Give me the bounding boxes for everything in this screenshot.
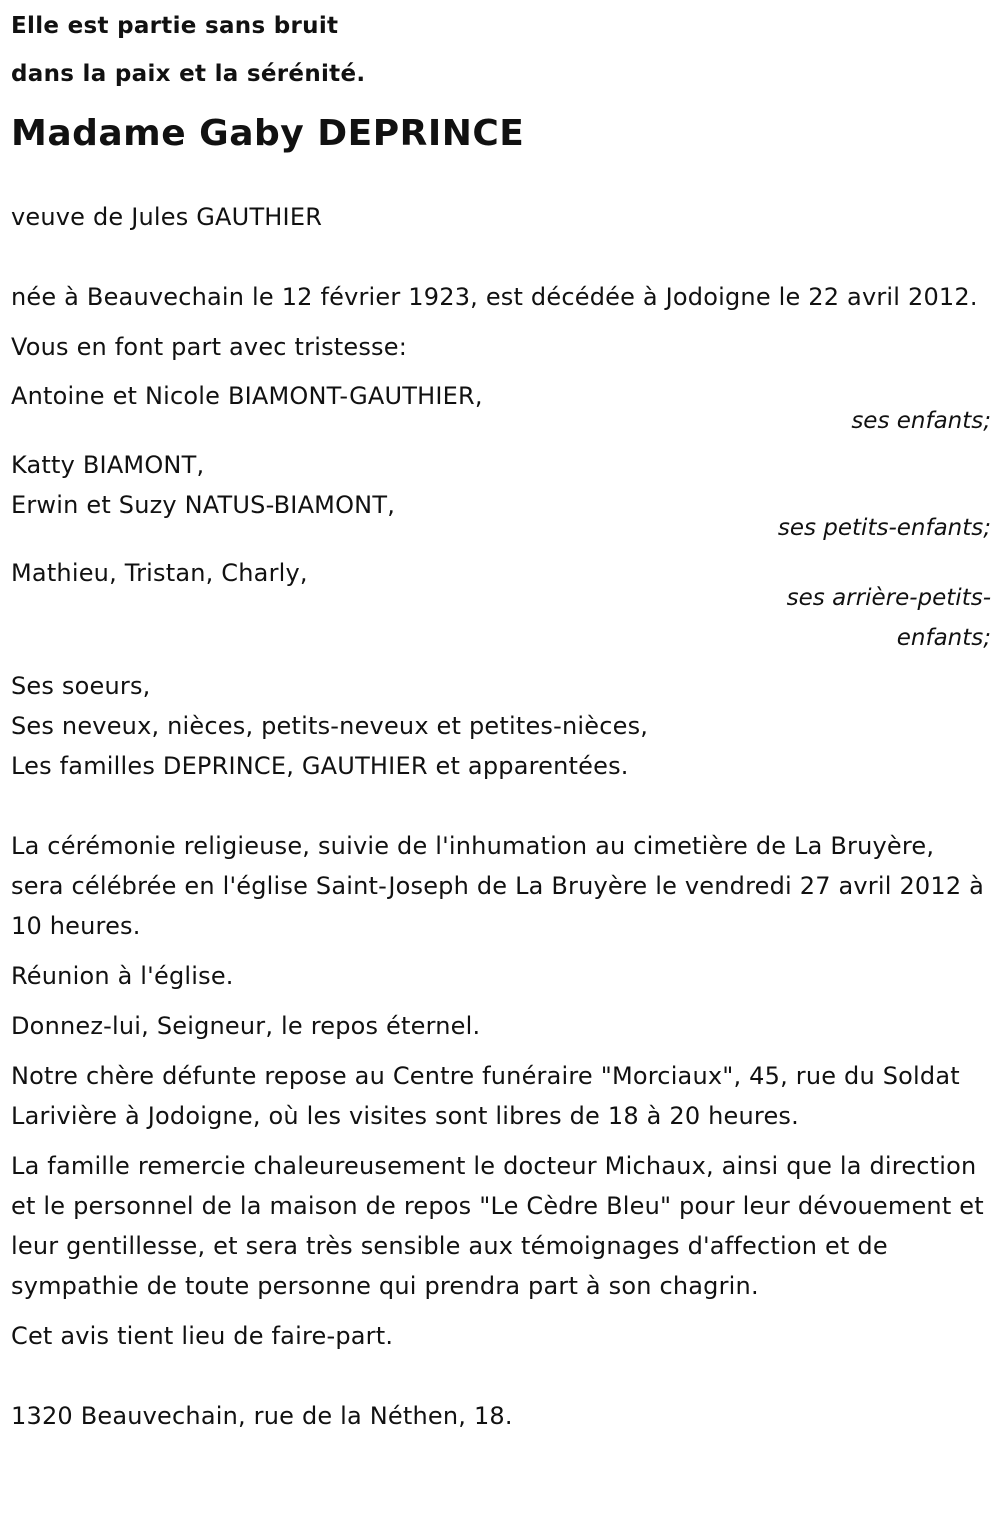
meeting-info: Réunion à l'église. [11, 962, 234, 990]
family-block [11, 666, 991, 786]
notice-statement: Cet avis tient lieu de faire-part. [11, 1322, 394, 1350]
epigraph-line-2: dans la paix et la sérénité. [11, 61, 366, 87]
children-role: ses enfants; [851, 408, 991, 434]
grandchildren-block [11, 445, 991, 548]
grandchildren-line-1: Katty BIAMONT, [11, 451, 205, 479]
family-line-2: Ses neveux, nièces, petits-neveux et petites-nièces, [11, 712, 649, 740]
epigraph-line-1: Elle est partie sans bruit [11, 13, 339, 39]
birth-death: née à Beauvechain le 12 février 1923, est décédée à Jodoigne le 22 avril 2012. [11, 283, 978, 311]
great-grandchildren-role-line-2: enfants; [896, 625, 991, 651]
epigraph [11, 2, 991, 98]
ceremony-details: La cérémonie religieuse, suivie de l'inhumation au cimetière de La Bruyère, sera célébrée en l'église Saint-Joseph de La Bruyère le vendredi 27 avril 2012 à 10 heures. [11, 832, 985, 940]
announcement-intro: Vous en font part avec tristesse: [11, 333, 408, 361]
family-line-1: Ses soeurs, [11, 672, 151, 700]
grandchildren-line-2: Erwin et Suzy NATUS-BIAMONT, [11, 491, 396, 519]
great-grandchildren-block [11, 554, 991, 658]
deceased-name: Madame Gaby DEPRINCE [11, 113, 525, 154]
children-block [11, 377, 991, 441]
family-address: 1320 Beauvechain, rue de la Néthen, 18. [11, 1402, 513, 1430]
great-grandchildren-role-line-1: ses arrière-petits- [786, 585, 991, 611]
prayer: Donnez-lui, Seigneur, le repos éternel. [11, 1012, 481, 1040]
thanks-message: La famille remercie chaleureusement le docteur Michaux, ainsi que la direction et le personnel de la maison de repos "Le Cèdre Bleu" pour leur dévouement et leur gentillesse, et sera très sensible aux témoignages d'affection et de sympathie de toute personne qui prendra part à son chagrin. [11, 1152, 984, 1300]
great-grandchildren-names: Mathieu, Tristan, Charly, [11, 559, 308, 587]
children-names: Antoine et Nicole BIAMONT-GAUTHIER, [11, 382, 483, 410]
widow-of: veuve de Jules GAUTHIER [11, 203, 323, 231]
family-line-3: Les familles DEPRINCE, GAUTHIER et apparentées. [11, 752, 629, 780]
obituary-notice [11, 0, 991, 1436]
grandchildren-role: ses petits-enfants; [777, 515, 991, 541]
funeral-home-info: Notre chère défunte repose au Centre funéraire "Morciaux", 45, rue du Soldat Larivière à Jodoigne, où les visites sont libres de 18 à 20 heures. [11, 1062, 960, 1130]
